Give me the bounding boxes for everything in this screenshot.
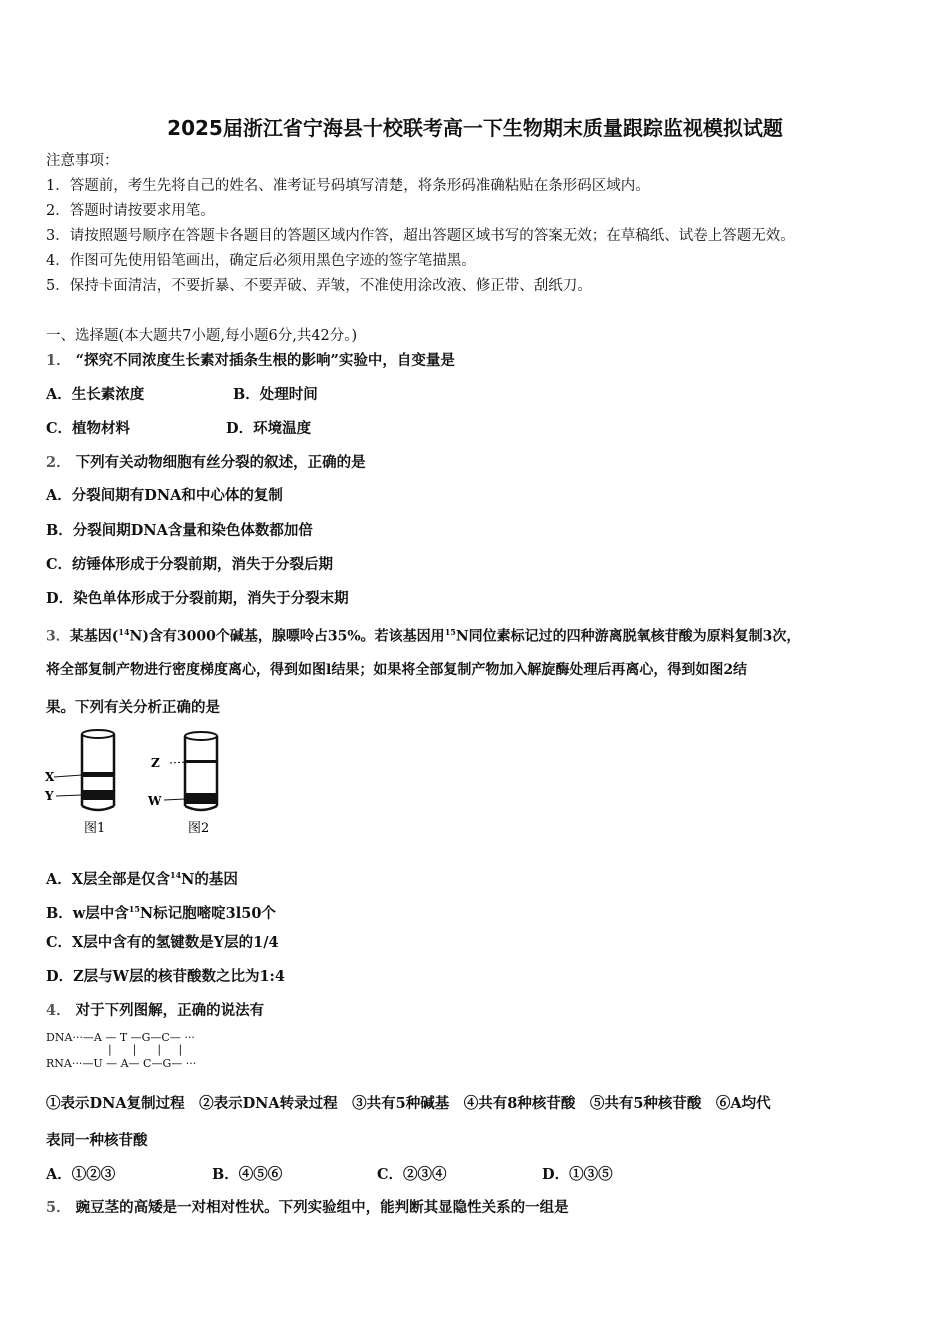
question-text: “探究不同浓度生长素对插条生根的影响”实验中，自变量是	[75, 352, 455, 369]
q3-option-a[interactable]	[46, 865, 238, 890]
label-x: X	[45, 770, 55, 784]
option-text: N标记胞嘧啶3l50个	[139, 904, 276, 922]
option-key: A．	[46, 386, 72, 403]
q4-option-d[interactable]	[542, 1165, 613, 1185]
question-number: 4．	[46, 1002, 71, 1019]
notice-item: 2．答题时请按要求用笔。	[46, 203, 215, 219]
q4-option-c[interactable]	[377, 1165, 447, 1185]
question-4-statements-cont: 表同一种核苷酸	[46, 1132, 148, 1149]
option-key: B．	[212, 1166, 239, 1183]
option-text: Z层与W层的核苷酸数之比为1:4	[73, 968, 285, 985]
notice-heading: 注意事项：	[46, 153, 119, 169]
question-2-stem	[46, 453, 366, 473]
option-text: 植物材料	[72, 420, 131, 437]
figure-1-caption: 图1	[84, 821, 106, 836]
label-w: W	[148, 794, 162, 808]
notice-item: 1．答题前，考生先将自己的姓名、准考证号码填写清楚，将条形码准确粘贴在条形码区域内。	[46, 178, 650, 194]
label-z: Z	[151, 756, 160, 770]
option-text: N的基因	[181, 870, 238, 888]
option-key: C．	[46, 420, 73, 437]
question-4-stem	[46, 1001, 264, 1021]
superscript: 14	[118, 627, 130, 637]
option-text: 染色单体形成于分裂前期，消失于分裂末期	[73, 590, 349, 607]
question-text: 某基因(	[69, 628, 119, 645]
option-key: B．	[233, 386, 260, 403]
question-4-statements: ①表示DNA复制过程 ②表示DNA转录过程 ③共有5种碱基 ④共有8种核苷酸 ⑤共有5种核苷酸 ⑥A均代	[46, 1095, 771, 1112]
option-text: ①②③	[71, 1166, 116, 1183]
q1-option-a[interactable]	[46, 385, 144, 405]
option-text: 生长素浓度	[71, 386, 145, 403]
option-key: C．	[46, 556, 73, 573]
option-text: 纺锤体形成于分裂前期，消失于分裂后期	[72, 556, 334, 573]
q2-option-b[interactable]	[46, 521, 313, 541]
option-text: X层全部是仅含	[71, 870, 171, 888]
q2-option-d[interactable]	[46, 589, 349, 609]
superscript: 15	[444, 627, 456, 637]
question-1-stem	[46, 351, 455, 371]
question-number: 5．	[46, 1199, 71, 1216]
question-number: 1．	[46, 352, 71, 369]
notice-item: 3．请按照题号顺序在答题卡各题目的答题区域内作答，超出答题区域书写的答案无效；在草稿纸、试卷上答题无效。	[46, 228, 795, 244]
option-key: B．	[46, 522, 73, 539]
question-text: 豌豆茎的高矮是一对相对性状。下列实验组中，能判断其显隐性关系的一组是	[75, 1199, 569, 1216]
option-key: C．	[377, 1166, 404, 1183]
option-text: ④⑤⑥	[238, 1166, 283, 1183]
superscript: 15	[128, 904, 140, 914]
option-text: 分裂间期有DNA和中心体的复制	[71, 487, 283, 504]
question-3-stem-line3: 果。下列有关分析正确的是	[46, 699, 220, 716]
section-heading: 一、选择题(本大题共7小题,每小题6分,共42分。)	[46, 328, 358, 344]
notice-item: 4．作图可先使用铅笔画出，确定后必须用黑色字迹的签字笔描黑。	[46, 253, 476, 269]
tube-1	[54, 730, 114, 810]
question-text: N同位素标记过的四种游离脱氧核苷酸为原料复制3次，	[455, 628, 801, 645]
option-key: D．	[226, 420, 254, 437]
question-number: 3．	[46, 628, 70, 645]
option-key: A．	[46, 487, 72, 504]
tube-2	[164, 732, 217, 810]
option-key: D．	[46, 590, 74, 607]
figure-2-caption: 图2	[188, 821, 210, 836]
q3-option-b[interactable]	[46, 899, 276, 924]
option-key: D．	[542, 1166, 570, 1183]
question-3-stem-line1	[46, 622, 800, 647]
option-text: 处理时间	[259, 386, 318, 403]
question-text: N)含有3000个碱基，腺嘌呤占35%。若该基因用	[129, 628, 445, 645]
q4-option-b[interactable]	[212, 1165, 282, 1185]
dna-strand: DNA···—A — T —G—C— ···	[46, 1031, 195, 1044]
question-5-stem	[46, 1198, 569, 1218]
option-text: 环境温度	[253, 420, 312, 437]
label-y: Y	[45, 789, 54, 803]
q2-option-c[interactable]	[46, 555, 333, 575]
q3-option-c[interactable]	[46, 933, 279, 953]
q3-option-d[interactable]	[46, 967, 285, 987]
option-text: 分裂间期DNA含量和染色体数都加倍	[72, 522, 313, 539]
notice-item: 5．保持卡面清洁，不要折暴、不要弄破、弄皱，不准使用涂改液、修正带、刮纸刀。	[46, 278, 592, 294]
superscript: 14	[170, 870, 182, 880]
base-pair-bars: | | | |	[108, 1043, 183, 1056]
q1-option-d[interactable]	[226, 419, 311, 439]
question-text: 对于下列图解，正确的说法有	[75, 1002, 265, 1019]
q4-option-a[interactable]	[46, 1165, 115, 1185]
page-title: 2025届浙江省宁海县十校联考高一下生物期末质量跟踪监视模拟试题	[167, 116, 783, 140]
rna-strand: RNA···—U — A— C—G— ···	[46, 1057, 197, 1070]
q2-option-a[interactable]	[46, 486, 283, 506]
q1-option-c[interactable]	[46, 419, 130, 439]
option-key: A．	[46, 1166, 72, 1183]
q1-option-b[interactable]	[233, 385, 318, 405]
option-key: C．	[46, 934, 73, 951]
option-text: w层中含	[72, 904, 129, 922]
question-number: 2．	[46, 454, 71, 471]
option-text: X层中含有的氢键数是Y层的1/4	[72, 934, 279, 951]
question-text: 下列有关动物细胞有丝分裂的叙述，正确的是	[75, 454, 366, 471]
option-key: D．	[46, 968, 74, 985]
option-key: B．	[46, 904, 73, 922]
option-text: ②③④	[403, 1166, 447, 1183]
centrifuge-tubes-figure	[44, 726, 234, 838]
option-text: ①③⑤	[569, 1166, 613, 1183]
question-3-stem-line2: 将全部复制产物进行密度梯度离心，得到如图l结果；如果将全部复制产物加入解旋酶处理后再离心，得到如图2结	[46, 662, 748, 678]
option-key: A．	[46, 870, 72, 888]
